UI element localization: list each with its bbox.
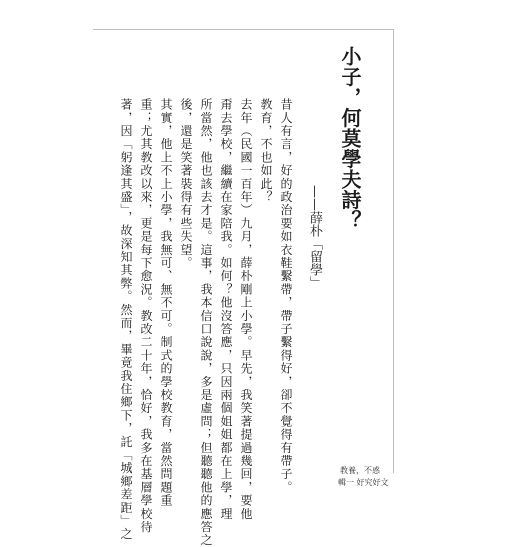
body-line: 所當然，他也該去才是。這事，我本信口說說，多是虛問；但聽聽他的應答之 [199,98,213,547]
frame-top-rule [93,29,393,30]
body-line: 昔人有言，好的政治要如衣鞋繫帶，帶子繫得好，卻不覺得有帶子。 [279,98,293,494]
body-line: 後，還是笑著裝得有些失望。 [179,98,193,270]
body-line: 著，因「躬逢其盛」，故深知其弊。然而，畢竟我住鄉下，託「城鄉差距」之 [119,98,133,541]
body-line: 甭去學校，繼續在家陪我。如何？他沒答應，只因兩個姐姐都在上學，理 [219,98,233,521]
body-line: 去年（民國一百年）九月，薛朴剛上小學。早先，我笑著提過幾回，要他 [239,98,253,521]
chapter-title: 小子，何莫學夫詩？ [338,46,362,231]
running-footer-title: 教養，不惑 [340,466,380,475]
chapter-byline: ——薛朴「留學」 [307,185,322,289]
body-line: 其實，他上不上小學，我無可、無不可。制式的學校教育，當然問題重 [159,98,173,508]
frame-right-rule [393,29,394,473]
body-line: 教育，不也如此？ [259,98,273,204]
running-footer-section: 輯一 好究好文 [338,478,389,487]
body-line: 重；尤其教改以來，更是每下愈況。教改二十年，恰好，我多在基層學校待 [139,98,153,534]
